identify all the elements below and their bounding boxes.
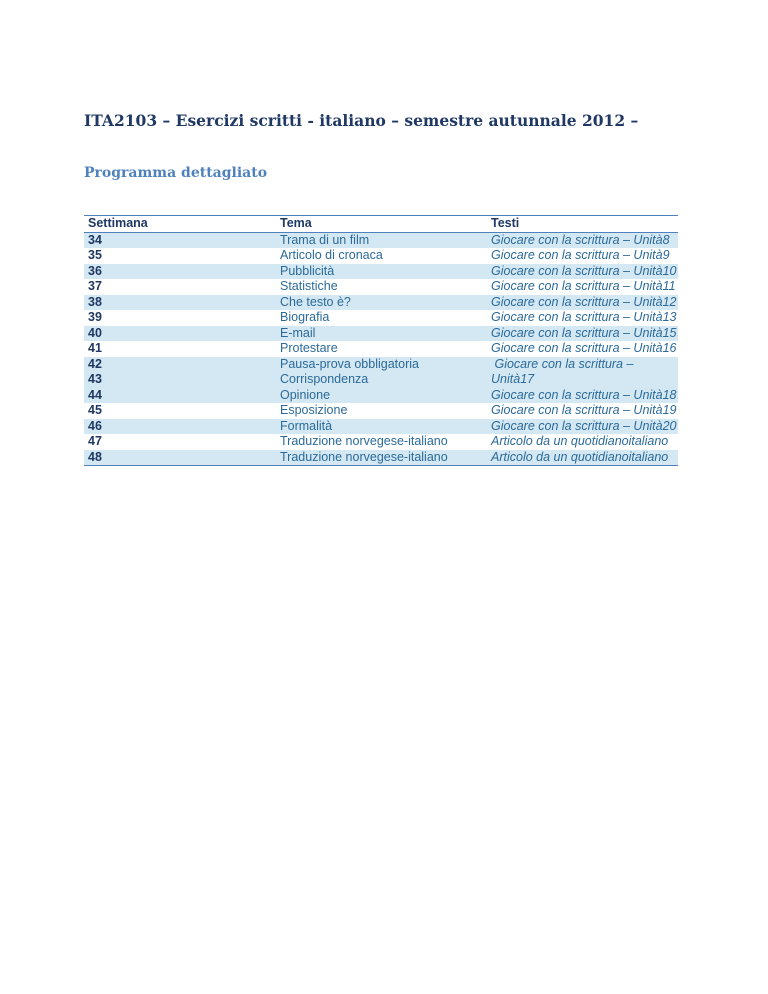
texts-line: 11 xyxy=(662,279,676,293)
header-texts: Testi xyxy=(491,216,520,230)
texts-cell xyxy=(487,341,678,357)
texts-line: 9 xyxy=(662,248,670,262)
texts-line: 13 xyxy=(662,310,677,324)
texts-line: 18 xyxy=(662,387,677,402)
header-week: Settimana xyxy=(88,216,148,230)
table-row xyxy=(84,326,678,342)
week-value: 42 xyxy=(88,356,102,371)
table-row xyxy=(84,434,678,450)
texts-line: Giocare con la scrittura – Unità xyxy=(491,263,663,278)
texts-line: Articolo da un quotidiano xyxy=(491,449,629,464)
topic-cell: Opinione xyxy=(280,387,331,402)
table-header-row xyxy=(84,216,678,233)
topic-cell: Protestare xyxy=(280,341,338,355)
texts-cell xyxy=(487,248,678,264)
topic-cell: Traduzione norvegese-italiano xyxy=(280,449,448,464)
texts-cell xyxy=(487,279,678,295)
week-cell: 34 xyxy=(88,232,102,247)
table-row xyxy=(84,264,678,280)
texts-cell xyxy=(487,264,678,280)
topic-cell: Traduzione norvegese-italiano xyxy=(280,434,448,448)
week-cell: 44 xyxy=(88,387,102,402)
week-cell: 41 xyxy=(88,341,102,355)
texts-line: Giocare con la scrittura – Unità xyxy=(491,310,663,324)
topic-cell: Esposizione xyxy=(280,403,348,417)
texts-line: Giocare con la scrittura – Unità xyxy=(491,325,663,340)
week-value: 43 xyxy=(88,372,102,386)
topic-cell: Statistiche xyxy=(280,279,338,293)
texts-cell xyxy=(487,357,678,388)
table-row xyxy=(84,357,678,388)
week-cell: 48 xyxy=(88,449,102,464)
texts-cell xyxy=(487,326,678,342)
week-cell: 45 xyxy=(88,403,102,417)
texts-line: Giocare con la scrittura – Unità xyxy=(491,341,663,355)
topic-cell: Formalità xyxy=(280,418,333,433)
texts-line: 20 xyxy=(662,418,677,433)
week-cell: 35 xyxy=(88,248,102,262)
texts-line: Articolo da un quotidiano xyxy=(491,434,629,448)
week-cell xyxy=(84,357,276,388)
texts-cell xyxy=(487,419,678,435)
texts-line: Giocare con la scrittura – Unità xyxy=(491,403,663,417)
table-row xyxy=(84,233,678,249)
topic-value: Corrispondenza xyxy=(280,372,369,386)
header-topic: Tema xyxy=(280,216,312,230)
document-title: ITA2103 – Esercizi scritti - italiano – semestre autunnale 2012 – xyxy=(84,111,639,130)
texts-cell xyxy=(487,310,678,326)
topic-cell: Pubblicità xyxy=(280,263,335,278)
week-cell: 36 xyxy=(88,263,102,278)
topic-cell xyxy=(276,357,487,388)
texts-cell xyxy=(487,295,678,311)
table-row xyxy=(84,388,678,404)
table-row xyxy=(84,279,678,295)
week-cell: 47 xyxy=(88,434,102,448)
topic-cell: E-mail xyxy=(280,325,316,340)
week-cell: 40 xyxy=(88,325,102,340)
texts-line: Giocare con la scrittura – Unità xyxy=(491,248,663,262)
table-row xyxy=(84,310,678,326)
texts-line: 8 xyxy=(662,232,670,247)
week-cell: 46 xyxy=(88,418,102,433)
texts-line: 16 xyxy=(662,341,677,355)
table-row xyxy=(84,341,678,357)
texts-cell xyxy=(487,233,678,249)
table-row xyxy=(84,295,678,311)
table-row xyxy=(84,450,678,466)
topic-cell: Che testo è? xyxy=(280,294,351,309)
texts-line: Giocare con la scrittura – Unità xyxy=(491,294,663,309)
texts-line: 15 xyxy=(662,325,677,340)
topic-cell: Trama di un film xyxy=(280,232,370,247)
week-cell: 38 xyxy=(88,294,102,309)
texts-line: 12 xyxy=(662,294,677,309)
texts-line: Giocare con la scrittura – Unità xyxy=(491,418,663,433)
topic-cell: Biografia xyxy=(280,310,330,324)
texts-line: 19 xyxy=(662,403,677,417)
texts-line: Giocare con la scrittura – Unità xyxy=(491,387,663,402)
texts-line: 10 xyxy=(662,263,677,278)
texts-cell xyxy=(487,450,678,466)
topic-value: Pausa-prova obbligatoria xyxy=(280,356,419,371)
texts-cell xyxy=(487,388,678,404)
week-cell: 37 xyxy=(88,279,102,293)
table-row xyxy=(84,248,678,264)
texts-line: 17 xyxy=(520,372,535,386)
week-cell: 39 xyxy=(88,310,102,324)
texts-line: italiano xyxy=(628,449,669,464)
table-row xyxy=(84,419,678,435)
table-row xyxy=(84,403,678,419)
section-heading: Programma dettagliato xyxy=(84,165,268,181)
texts-cell xyxy=(487,434,678,450)
topic-cell: Articolo di cronaca xyxy=(280,248,383,262)
texts-line: Giocare con la scrittura – Unità xyxy=(491,232,663,247)
texts-line: Giocare con la scrittura – Unità xyxy=(491,356,634,386)
texts-cell xyxy=(487,403,678,419)
texts-line: italiano xyxy=(628,434,669,448)
schedule-table xyxy=(84,215,678,466)
texts-line: Giocare con la scrittura – Unità xyxy=(491,279,663,293)
